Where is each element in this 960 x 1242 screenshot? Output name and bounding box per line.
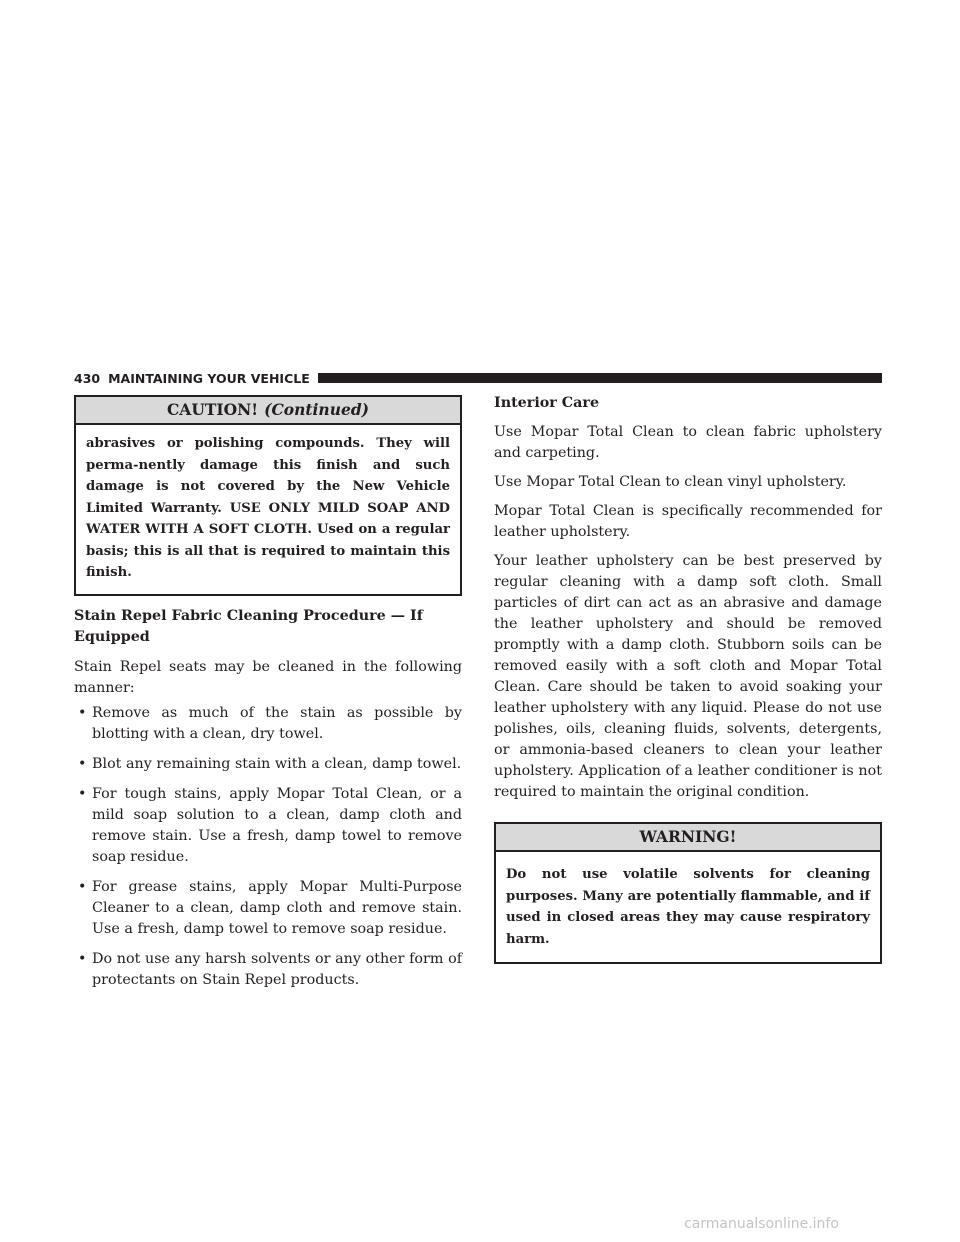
- interior-care-paragraph: Use Mopar Total Clean to clean vinyl upholstery.: [494, 474, 847, 490]
- watermark: carmanualsonline.info: [684, 1216, 839, 1232]
- header-rule: [318, 373, 882, 383]
- bullet-icon: •: [78, 950, 87, 967]
- caution-title: CAUTION!: [166, 400, 259, 419]
- list-item: [74, 784, 462, 868]
- warning-body: Do not use volatile solvents for cleaning purposes. Many are potentially flammable, and if used in closed areas they may cause respiratory harm.: [506, 867, 870, 947]
- bullet-icon: •: [78, 785, 87, 802]
- stain-repel-steps: [74, 703, 462, 991]
- interior-care-heading: Interior Care: [494, 395, 600, 411]
- bullet-icon: •: [78, 755, 87, 772]
- warning-title: WARNING!: [496, 824, 880, 852]
- list-item-text: Remove as much of the stain as possible by blotting with a clean, dry towel.: [92, 704, 462, 742]
- list-item-text: Blot any remaining stain with a clean, damp towel.: [92, 755, 462, 772]
- stain-repel-heading: Stain Repel Fabric Cleaning Procedure — If Equipped: [74, 607, 423, 645]
- page-header: [74, 370, 882, 386]
- interior-care-paragraph: Use Mopar Total Clean to clean fabric upholstery and carpeting.: [494, 424, 882, 461]
- page-number: 430: [74, 370, 101, 386]
- section-title: MAINTAINING YOUR VEHICLE: [108, 370, 310, 386]
- interior-care-paragraph: Your leather upholstery can be best preserved by regular cleaning with a damp soft cloth. Small particles of dirt can act as an abrasive and damage the leather upholstery and should be removed promptly with a damp cloth. Stubborn soils can be removed easily with a soft cloth and Mopar Total Clean. Care should be taken to avoid soaking your leather upholstery with any liquid. Please do not use polishes, oils, cleaning fluids, solvents, detergents, or ammonia-based cleaners to clean your leather upholstery. Application of a leather conditioner is not required to maintain the original condition.: [494, 553, 882, 800]
- list-item-text: For grease stains, apply Mopar Multi-Purpose Cleaner to a clean, damp cloth and remove stain. Use a fresh, damp towel to remove soap residue.: [92, 878, 462, 937]
- caution-title-bar: [76, 397, 460, 425]
- right-column: [494, 393, 882, 964]
- list-item: [74, 754, 462, 775]
- bullet-icon: •: [78, 704, 87, 721]
- list-item: [74, 949, 462, 991]
- list-item: [74, 877, 462, 940]
- stain-repel-intro: Stain Repel seats may be cleaned in the following manner:: [74, 658, 462, 696]
- interior-care-paragraph: Mopar Total Clean is specifically recommended for leather upholstery.: [494, 503, 882, 540]
- caution-box: [74, 395, 462, 596]
- list-item-text: Do not use any harsh solvents or any other form of protectants on Stain Repel products.: [92, 950, 462, 988]
- warning-box: [494, 822, 882, 964]
- list-item-text: For tough stains, apply Mopar Total Clean, or a mild soap solution to a clean, damp cloth and remove stain. Use a fresh, damp towel to remove soap residue.: [92, 785, 462, 865]
- caution-body: abrasives or polishing compounds. They will perma-nently damage this finish and such damage is not covered by the New Vehicle Limited Warranty. USE ONLY MILD SOAP AND WATER WITH A SOFT CLOTH. Used on a regular basis; this is all that is required to maintain this finish.: [86, 436, 450, 580]
- caution-continued: (Continued): [264, 400, 370, 419]
- left-column: [74, 395, 462, 991]
- list-item: [74, 703, 462, 745]
- bullet-icon: •: [78, 878, 87, 895]
